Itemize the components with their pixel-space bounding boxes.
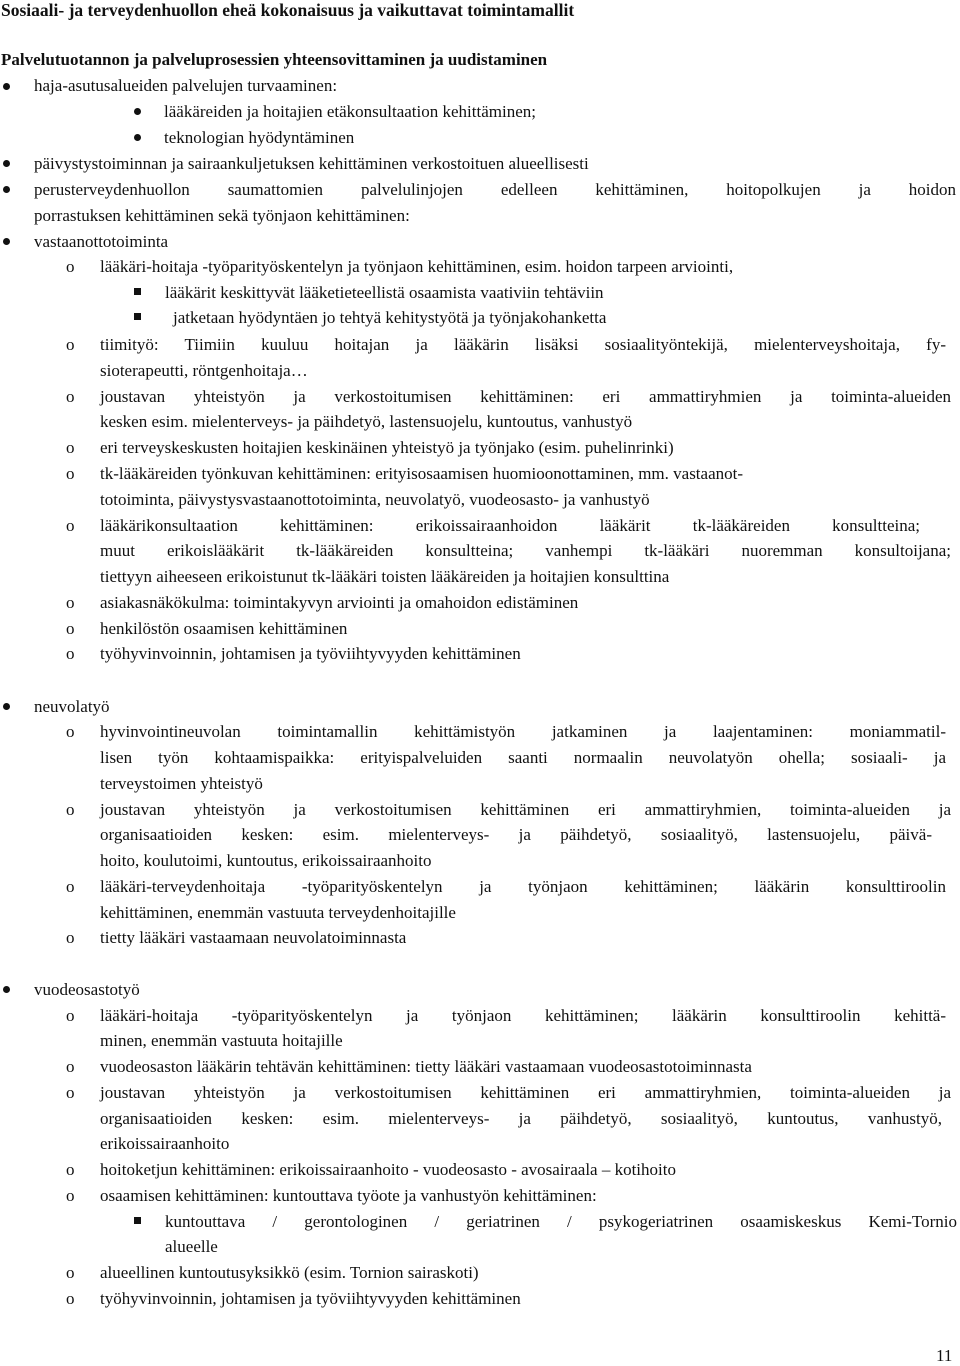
- sub-item-continuation: lisen työn kohtaamispaikka: erityispalveluiden saanti normaalin neuvolatyön ohella; sosiaali- ja: [100, 748, 946, 767]
- sub-bullet: o: [66, 387, 75, 406]
- sub-item: tietty lääkäri vastaamaan neuvolatoiminnasta: [100, 928, 407, 947]
- sub-item: lääkäri-terveydenhoitaja -työparityöskentelyn ja työnjaon kehittäminen; lääkärin konsulttiroolin: [100, 877, 946, 896]
- page-title: Sosiaali- ja terveydenhuollon eheä kokonaisuus ja vaikuttavat toimintamallit: [1, 0, 575, 20]
- sub-item-continuation: kehittäminen, enemmän vastuuta terveydenhoitajille: [100, 903, 456, 922]
- bullet-dot: [3, 186, 10, 193]
- sub-item-continuation: muut erikoislääkärit tk-lääkäreiden konsultteina; vanhempi tk-lääkäri nuoremman konsultoijana;: [100, 541, 951, 560]
- sub-item: työhyvinvoinnin, johtamisen ja työviihtyvyyden kehittäminen: [100, 1289, 521, 1308]
- sub-bullet: o: [66, 1057, 75, 1076]
- sub-item-continuation: organisaatioiden kesken: esim. mielenterveys- ja päihdetyö, sosiaalityö, lastensuojelu, päivä-: [100, 825, 932, 844]
- bullet-dot: [3, 703, 10, 710]
- sub-bullet: o: [66, 1289, 75, 1308]
- sub-bullet: o: [66, 619, 75, 638]
- sub-bullet: o: [66, 335, 75, 354]
- sub-bullet: o: [66, 1006, 75, 1025]
- sub-bullet: o: [66, 593, 75, 612]
- sub-item-continuation: terveystoimen yhteistyö: [100, 774, 263, 793]
- sub-bullet: o: [66, 1263, 75, 1282]
- sub-item-continuation: kesken esim. mielenterveys- ja päihdetyö, lastensuojelu, kuntoutus, vanhustyö: [100, 412, 633, 431]
- sub-item: lääkäri-hoitaja -työparityöskentelyn ja työnjaon kehittäminen, esim. hoidon tarpeen arviointi,: [100, 257, 734, 276]
- sub-item-continuation: erikoissairaanhoito: [100, 1134, 230, 1153]
- list-item: vuodeosastotyö: [34, 980, 140, 999]
- list-item: haja-asutusalueiden palvelujen turvaaminen:: [34, 76, 338, 95]
- sub-sub-item-continuation: alueelle: [165, 1237, 218, 1256]
- sub-item: tiimityö: Tiimiin kuuluu hoitajan ja lääkärin lisäksi sosiaalityöntekijä, mielenterveyshoitaja, fy-: [100, 335, 946, 354]
- sub-bullet: o: [66, 438, 75, 457]
- sub-item: asiakasnäkökulma: toimintakyvyn arviointi ja omahoidon edistäminen: [100, 593, 579, 612]
- sub-item: eri terveyskeskusten hoitajien keskinäinen yhteistyö ja työnjako (esim. puhelinrinki): [100, 438, 674, 457]
- sub-item: työhyvinvoinnin, johtamisen ja työviihtyvyyden kehittäminen: [100, 644, 521, 663]
- list-item: teknologian hyödyntäminen: [164, 128, 355, 147]
- bullet-dot: [3, 986, 10, 993]
- sub-sub-item: kuntouttava / gerontologinen / geriatrinen / psykogeriatrinen osaamiskeskus Kemi-Tornio: [165, 1212, 957, 1231]
- bullet-dot: [134, 134, 141, 141]
- list-item: perusterveydenhuollon saumattomien palvelulinjojen edelleen kehittäminen, hoitopolkujen ja hoidon: [34, 180, 956, 199]
- sub-item: lääkärikonsultaation kehittäminen: erikoissairaanhoidon lääkärit tk-lääkäreiden konsultteina;: [100, 516, 920, 535]
- sub-item-continuation: totoiminta, päivystysvastaanottotoiminta, neuvolatyö, vuodeosasto- ja vanhustyö: [100, 490, 650, 509]
- sub-bullet: o: [66, 516, 75, 535]
- sub-item-continuation: organisaatioiden kesken: esim. mielenterveys- ja päihdetyö, sosiaalityö, kuntoutus, vanhustyö,: [100, 1109, 942, 1128]
- list-item: lääkäreiden ja hoitajien etäkonsultaation kehittäminen;: [164, 102, 536, 121]
- sub-sub-item: jatketaan hyödyntäen jo tehtyä kehitystyötä ja työnjakohanketta: [173, 308, 607, 327]
- sub-item-continuation: minen, enemmän vastuuta hoitajille: [100, 1031, 343, 1050]
- sub-item: hoitoketjun kehittäminen: erikoissairaanhoito - vuodeosasto - avosairaala – kotihoito: [100, 1160, 676, 1179]
- sub-bullet: o: [66, 644, 75, 663]
- sub-bullet: o: [66, 1186, 75, 1205]
- list-item: neuvolatyö: [34, 697, 110, 716]
- bullet-dot: [3, 83, 10, 90]
- sub-item-continuation: sioterapeutti, röntgenhoitaja…: [100, 361, 308, 380]
- sub-item: joustavan yhteistyön ja verkostoitumisen kehittäminen eri ammattiryhmien, toiminta-alueiden ja: [100, 1083, 951, 1102]
- sub-item: alueellinen kuntoutusyksikkö (esim. Tornion sairaskoti): [100, 1263, 479, 1282]
- sub-bullet: o: [66, 722, 75, 741]
- sub-item: tk-lääkäreiden työnkuvan kehittäminen: erityisosaamisen huomioonottaminen, mm. vastaanot-: [100, 464, 744, 483]
- sub-item: vuodeosaston lääkärin tehtävän kehittäminen: tietty lääkäri vastaamaan vuodeosastotoiminnasta: [100, 1057, 752, 1076]
- sub-sub-item: lääkärit keskittyvät lääketieteellistä osaamista vaativiin tehtäviin: [165, 283, 604, 302]
- sub-bullet: o: [66, 1083, 75, 1102]
- list-item-continuation: porrastuksen kehittäminen sekä työnjaon kehittäminen:: [34, 206, 410, 225]
- square-bullet: [134, 313, 141, 320]
- square-bullet: [134, 1217, 141, 1224]
- sub-item: joustavan yhteistyön ja verkostoitumisen kehittäminen eri ammattiryhmien, toiminta-alueiden ja: [100, 800, 951, 819]
- sub-item-continuation: hoito, koulutoimi, kuntoutus, erikoissairaanhoito: [100, 851, 432, 870]
- sub-item: hyvinvointineuvolan toimintamallin kehittämistyön jatkaminen ja laajentaminen: moniammatil-: [100, 722, 946, 741]
- sub-bullet: o: [66, 877, 75, 896]
- sub-item-continuation: tiettyyn aiheeseen erikoistunut tk-lääkäri toisten lääkäreiden ja hoitajien konsulttina: [100, 567, 670, 586]
- bullet-dot: [134, 108, 141, 115]
- sub-bullet: o: [66, 257, 75, 276]
- bullet-dot: [3, 238, 10, 245]
- sub-item: osaamisen kehittäminen: kuntouttava työote ja vanhustyön kehittäminen:: [100, 1186, 597, 1205]
- page-number: 11: [936, 1346, 953, 1365]
- sub-bullet: o: [66, 1160, 75, 1179]
- sub-bullet: o: [66, 928, 75, 947]
- sub-bullet: o: [66, 464, 75, 483]
- sub-item: lääkäri-hoitaja -työparityöskentelyn ja työnjaon kehittäminen; lääkärin konsulttiroolin kehittä-: [100, 1006, 946, 1025]
- sub-bullet: o: [66, 800, 75, 819]
- square-bullet: [134, 288, 141, 295]
- sub-item: joustavan yhteistyön ja verkostoitumisen kehittäminen: eri ammattiryhmien ja toiminta-alueiden: [100, 387, 951, 406]
- list-item: päivystystoiminnan ja sairaankuljetuksen kehittäminen verkostoituen alueellisesti: [34, 154, 589, 173]
- list-item: vastaanottotoiminta: [34, 232, 169, 251]
- section-heading: Palvelutuotannon ja palveluprosessien yhteensovittaminen ja uudistaminen: [1, 50, 548, 69]
- sub-item: henkilöstön osaamisen kehittäminen: [100, 619, 348, 638]
- bullet-dot: [3, 160, 10, 167]
